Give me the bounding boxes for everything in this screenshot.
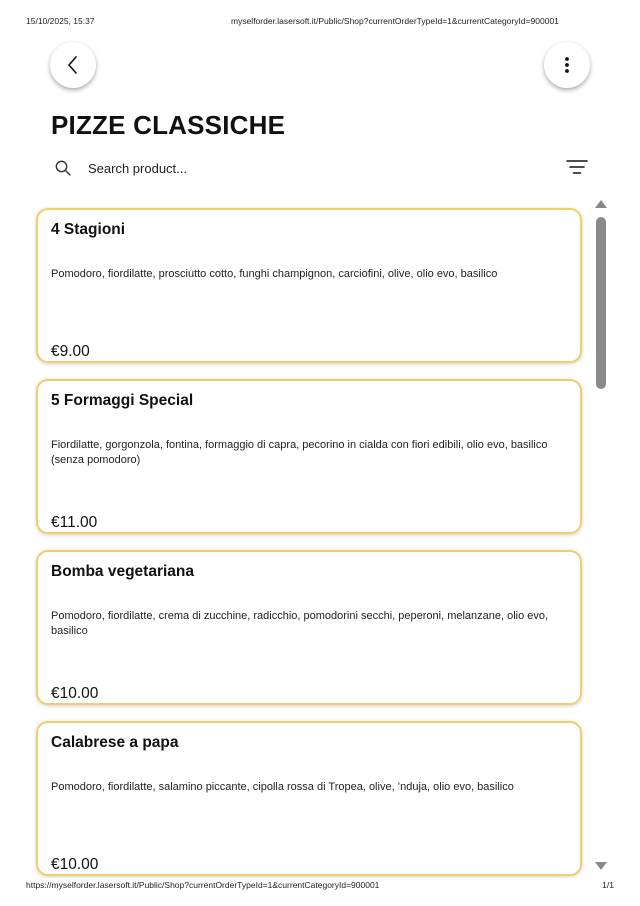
- product-price: €10.00: [51, 685, 99, 702]
- search-input[interactable]: [88, 156, 528, 180]
- product-name: 4 Stagioni: [51, 221, 126, 238]
- product-name: Bomba vegetariana: [51, 563, 194, 580]
- product-card[interactable]: [36, 379, 582, 534]
- print-url: myselforder.lasersoft.it/Public/Shop?currentOrderTypeId=1&currentCategoryId=900001: [231, 16, 559, 26]
- product-list: [34, 206, 590, 878]
- product-card[interactable]: [36, 721, 582, 876]
- scroll-up-arrow-icon[interactable]: [595, 200, 607, 208]
- search-bar: [50, 152, 590, 184]
- product-price: €9.00: [51, 343, 90, 360]
- category-title: PIZZE CLASSICHE: [51, 110, 286, 140]
- product-price: €10.00: [51, 856, 99, 873]
- product-name: 5 Formaggi Special: [51, 392, 194, 409]
- filter-icon[interactable]: [566, 158, 588, 176]
- product-price: €11.00: [51, 514, 98, 531]
- more-options-button[interactable]: [544, 42, 590, 88]
- product-name: Calabrese a papa: [51, 734, 179, 751]
- product-description: Pomodoro, fiordilatte, salamino piccante, cipolla rossa di Tropea, olive, ’nduja, olio evo, basilico: [51, 781, 514, 793]
- product-card[interactable]: [36, 550, 582, 705]
- product-description: Fiordilatte, gorgonzola, fontina, formaggio di capra, pecorino in cialda con fiori edibili, olio evo, basilico (senza pomodoro): [51, 439, 548, 466]
- product-description: Pomodoro, fiordilatte, prosciutto cotto, funghi champignon, carciofini, olive, olio evo, basilico: [51, 268, 498, 280]
- back-button[interactable]: [50, 42, 96, 88]
- search-icon[interactable]: [54, 159, 72, 177]
- scrollbar-thumb[interactable]: [596, 217, 606, 389]
- print-header: [26, 16, 614, 28]
- chevron-left-icon: [65, 55, 81, 75]
- product-card[interactable]: [36, 208, 582, 363]
- print-page-count: 1/1: [602, 880, 614, 890]
- print-footer: [26, 880, 614, 892]
- scroll-down-arrow-icon[interactable]: [595, 862, 607, 870]
- print-footer-url: https://myselforder.lasersoft.it/Public/Shop?currentOrderTypeId=1&currentCategoryId=900001: [26, 880, 380, 890]
- scrollbar[interactable]: [594, 200, 608, 874]
- print-date: 15/10/2025, 15:37: [26, 16, 95, 26]
- more-vertical-icon: [564, 56, 570, 74]
- product-description: Pomodoro, fiordilatte, crema di zucchine, radicchio, pomodorini secchi, peperoni, melanzane, olio evo, basilico: [51, 610, 549, 637]
